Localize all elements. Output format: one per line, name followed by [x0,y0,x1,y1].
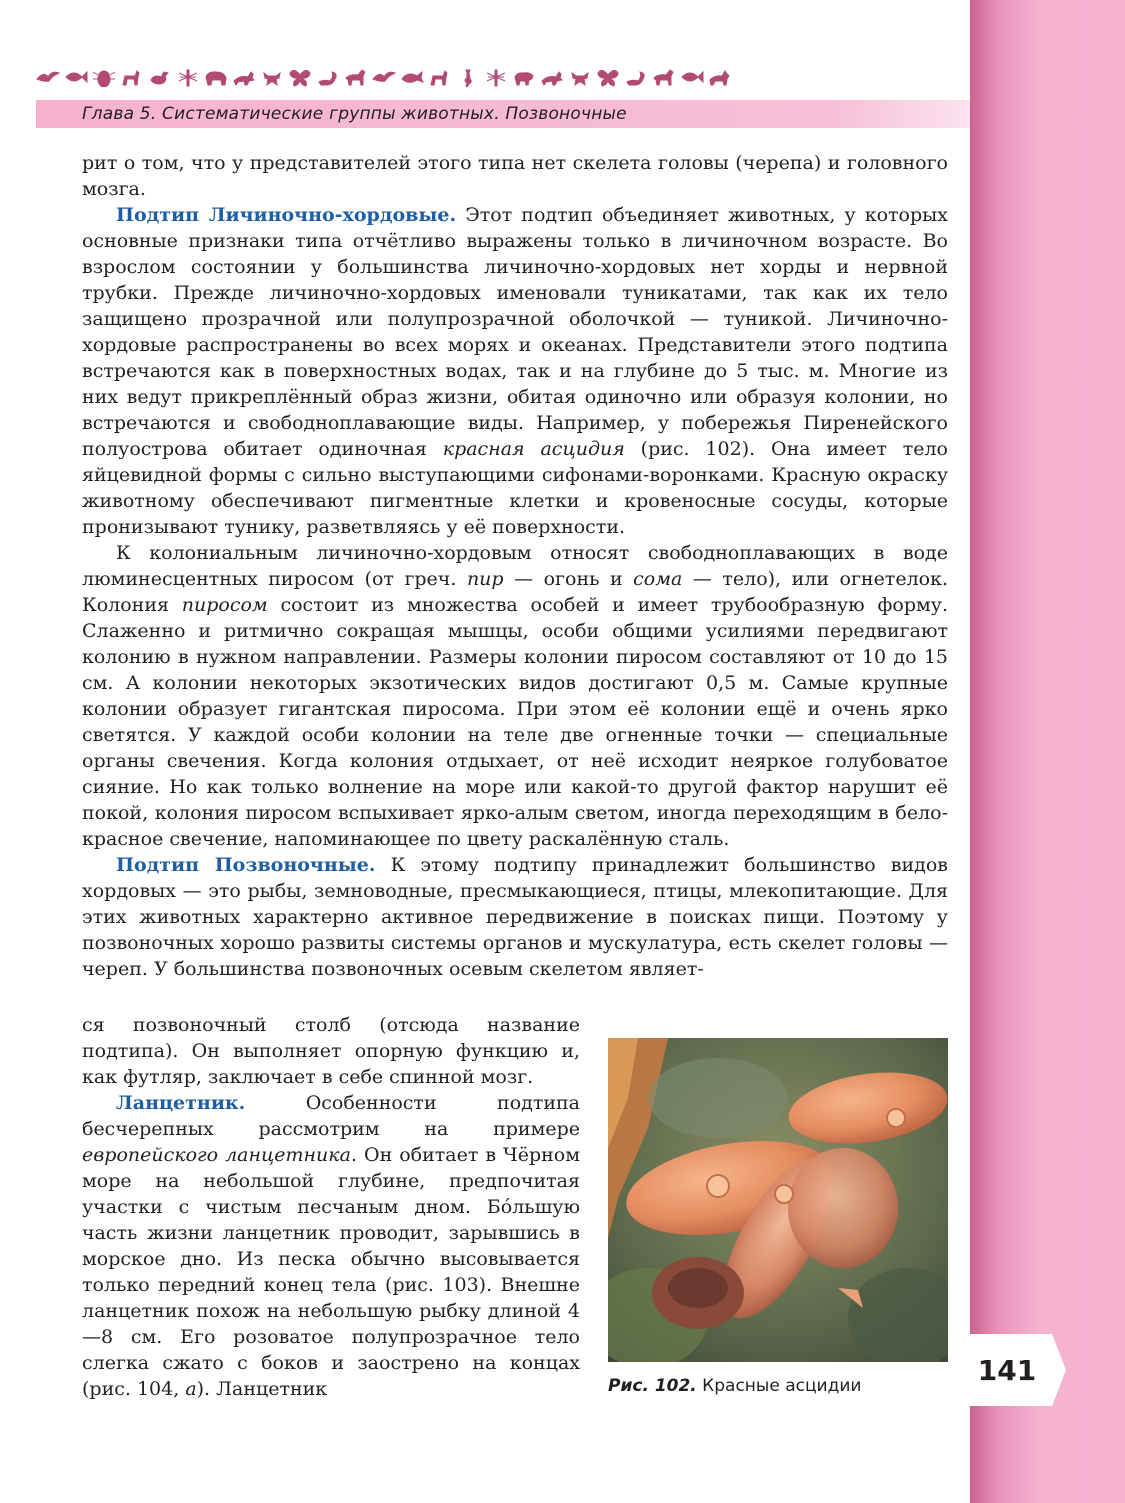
crayfish-icon [260,67,284,87]
paragraph-urochordata [82,202,948,540]
text-run: К этому подтипу принадлежит большинство видов хордовых — это рыбы, земноводные, пресмыкающиеся, птицы, млекопитающие. Для этих животных характерно активное передвижение в поисках пищи. Поэтому у позвоночных хорошо развиты системы органов и мускулатура, есть скелет головы — череп. У большинства позвоночных осевым скелетом являет- [82,854,948,980]
beetle-icon [92,67,116,87]
text-run: . Он обитает в Чёрном море на небольшой глубине, предпочитая участки с чистым песчаным дном. Бóльшую часть жизни ланцетник проводит, зарывшись в морское дно. Из песка обычно высовывается только передний конец тела (рис. 103). Внешне ланцетник похож на небольшую рыбку длиной 4—8 см. Его розоватое полупрозрачное тело слегка сжато с боков и заострено на концах (рис. 104, [82,1144,581,1400]
text-run: Особенности подтипа бесчерепных рассмотрим на примере [82,1092,580,1140]
paragraph-vertebrates [82,852,948,982]
text-run: (рис. 102). Она имеет тело яйцевидной формы с сильно выступающими сифонами-воронками. Красную окраску животному обеспечивают пигментные клетки и кровеносные сосуды, которые пронизывают тунику, разветвляясь у её поверхности. [82,438,948,538]
horse-icon [652,67,676,87]
fox-icon [540,67,564,87]
page-edge-strip [970,0,1125,1503]
figure-caption [608,1376,861,1396]
heron-icon [456,67,480,87]
wolf-icon [708,67,732,87]
bird-icon [36,67,60,87]
italic-term: пир [466,568,504,590]
figure-label: Рис. 102. [608,1376,697,1396]
text-run: рит о том, что у представителей этого типа нет скелета головы (черепа) и головного мозга. [82,152,948,200]
italic-term: европейского ланцетника [82,1144,351,1166]
text-run: К колониальным личиночно-хордовым относят свободноплавающих в воде люминесцентных пиросом (от греч. [82,542,948,590]
whale-icon [400,67,424,87]
insect-icon [176,67,200,87]
ascidians-illustration [608,1038,948,1362]
page-number: 141 [977,1353,1037,1387]
scorpion-icon [624,67,648,87]
deer-icon [428,67,452,87]
text-run: — тело), или огнетелок. Колония [82,568,948,616]
crayfish-icon [568,67,592,87]
narrow-text-column [82,1012,580,1402]
italic-term: сома [633,568,683,590]
term-urochordata: Подтип Личиночно-хордовые. [116,204,457,226]
decorative-animal-band [36,62,906,92]
fish-icon [680,67,704,87]
fox-icon [232,67,256,87]
text-run: — огонь и [503,568,634,590]
figure-red-ascidians-photo [608,1038,948,1362]
italic-term: пиросом [181,594,268,616]
paragraph-lancelet [82,1090,580,1402]
bison-icon [204,67,228,87]
butterfly-icon [288,67,312,87]
text-run: ся позвоночный столб (отсюда название подтипа). Он выполняет опорную функцию и, как футляр, заключает в себе спинной мозг. [82,1014,580,1088]
italic-term: а [185,1378,197,1400]
butterfly-icon [596,67,620,87]
horse-icon [344,67,368,87]
figure-caption-text: Красные асцидии [696,1376,862,1396]
scorpion-icon [316,67,340,87]
paragraph-intro [82,150,948,202]
main-text-column [82,150,948,982]
text-run: состоит из множества особей и имеет трубообразную форму. Слаженно и ритмично сокращая мышцы, особи общими усилиями передвигают колонию в нужном направлении. Размеры колонии пиросом составляют от 10 до 15 см. А колонии некоторых экзотических видов достигают 0,5 м. Самые крупные колонии образует гигантская пиросома. При этом её колонии ещё и очень ярко светятся. У каждой особи колонии на теле две огненные точки — специальные органы свечения. Когда колония отдыхает, от неё исходит неяркое голубоватое сияние. Но как только волнение на море или какой-то другой фактор нарушит её покой, колония пиросом вспыхивает ярко-алым светом, иногда переходящим в бело-красное свечение, напоминающее по цвету раскалённую сталь. [82,594,948,850]
deer-icon [120,67,144,87]
fish-icon [64,67,88,87]
paragraph-vertebrates-continued [82,1012,580,1090]
text-run: Этот подтип объединяет животных, у которых основные признаки типа отчётливо выражены только в личиночном возрасте. Во взрослом состоянии у большинства личиночно-хордовых нет хорды и нервной трубки. Прежде личиночно-хордовых именовали туникатами, так как их тело защищено прозрачной или полупрозрачной оболочкой — туникой. Личиночно-хордовые распространены во всех морях и океанах. Представители этого подтипа встречаются как в поверхностных водах, так и на глубине до 5 тыс. м. Многие из них ведут прикреплённый образ жизни, обитая одиночно или образуя колонии, но встречаются и свободноплавающие виды. Например, у побережья Пиренейского полуострова обитает одиночная [82,204,948,460]
italic-term: красная асцидия [442,438,625,460]
paragraph-pyrosomes [82,540,948,852]
ram-icon [512,67,536,87]
term-vertebrata: Подтип Позвоночные. [116,854,376,876]
duck-icon [148,67,172,87]
term-lancelet: Ланцетник. [116,1092,246,1114]
text-run: ). Ланцетник [196,1378,328,1400]
insect-icon [484,67,508,87]
bird-icon [372,67,396,87]
chapter-title: Глава 5. Систематические группы животных. Позвоночные [82,104,627,124]
